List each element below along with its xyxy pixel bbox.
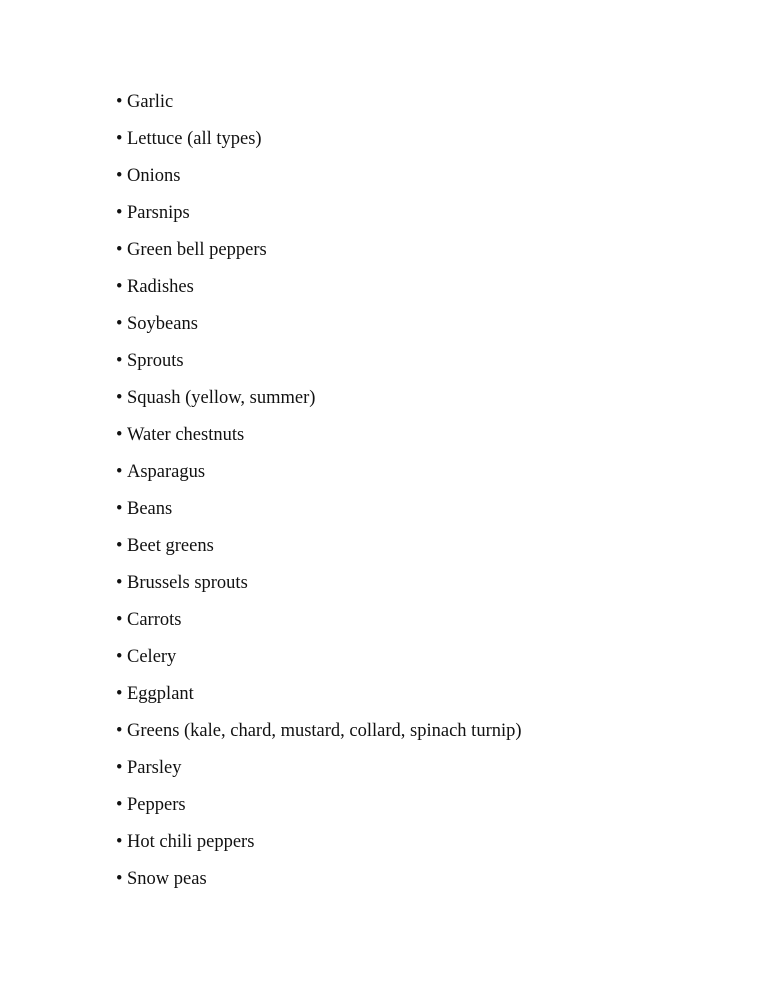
list-item <box>116 274 522 311</box>
item-text: Eggplant <box>127 684 194 704</box>
list-item <box>116 237 522 274</box>
list-item <box>116 422 522 459</box>
bullet-icon: • <box>116 388 123 408</box>
item-text: Radishes <box>127 277 194 297</box>
list-item <box>116 311 522 348</box>
item-text: Water chestnuts <box>127 425 245 445</box>
list-item <box>116 385 522 422</box>
bullet-icon: • <box>116 240 123 260</box>
list-item <box>116 570 522 607</box>
list-item <box>116 829 522 866</box>
item-text: Garlic <box>127 92 174 112</box>
bullet-icon: • <box>116 610 123 630</box>
bullet-icon: • <box>116 166 123 186</box>
bullet-icon: • <box>116 536 123 556</box>
list-item <box>116 459 522 496</box>
list-item <box>116 496 522 533</box>
bullet-icon: • <box>116 462 123 482</box>
bullet-icon: • <box>116 425 123 445</box>
item-text: Peppers <box>127 795 186 815</box>
bullet-icon: • <box>116 647 123 667</box>
list-item <box>116 126 522 163</box>
item-text: Green bell peppers <box>127 240 267 260</box>
item-text: Onions <box>127 166 181 186</box>
item-text: Beet greens <box>127 536 214 556</box>
bullet-icon: • <box>116 832 123 852</box>
item-text: Snow peas <box>127 869 207 889</box>
bullet-icon: • <box>116 129 123 149</box>
list-item <box>116 755 522 792</box>
list-item <box>116 607 522 644</box>
bullet-icon: • <box>116 869 123 889</box>
bullet-icon: • <box>116 684 123 704</box>
vegetable-list <box>116 89 522 903</box>
item-text: Soybeans <box>127 314 198 334</box>
list-item <box>116 533 522 570</box>
item-text: Asparagus <box>127 462 206 482</box>
item-text: Greens (kale, chard, mustard, collard, spinach turnip) <box>127 721 522 741</box>
list-item <box>116 200 522 237</box>
bullet-icon: • <box>116 351 123 371</box>
list-item <box>116 348 522 385</box>
bullet-icon: • <box>116 314 123 334</box>
bullet-icon: • <box>116 573 123 593</box>
bullet-icon: • <box>116 758 123 778</box>
list-item <box>116 644 522 681</box>
list-item <box>116 163 522 200</box>
item-text: Brussels sprouts <box>127 573 248 593</box>
item-text: Parsley <box>127 758 182 778</box>
bullet-icon: • <box>116 795 123 815</box>
list-item <box>116 792 522 829</box>
bullet-icon: • <box>116 92 123 112</box>
item-text: Hot chili peppers <box>127 832 255 852</box>
list-item <box>116 681 522 718</box>
list-item <box>116 866 522 903</box>
item-text: Lettuce (all types) <box>127 129 262 149</box>
bullet-icon: • <box>116 721 123 741</box>
list-item <box>116 718 522 755</box>
bullet-icon: • <box>116 277 123 297</box>
item-text: Beans <box>127 499 173 519</box>
bullet-icon: • <box>116 203 123 223</box>
list-item <box>116 89 522 126</box>
item-text: Carrots <box>127 610 182 630</box>
item-text: Squash (yellow, summer) <box>127 388 316 408</box>
item-text: Celery <box>127 647 177 667</box>
item-text: Sprouts <box>127 351 184 371</box>
item-text: Parsnips <box>127 203 190 223</box>
bullet-icon: • <box>116 499 123 519</box>
